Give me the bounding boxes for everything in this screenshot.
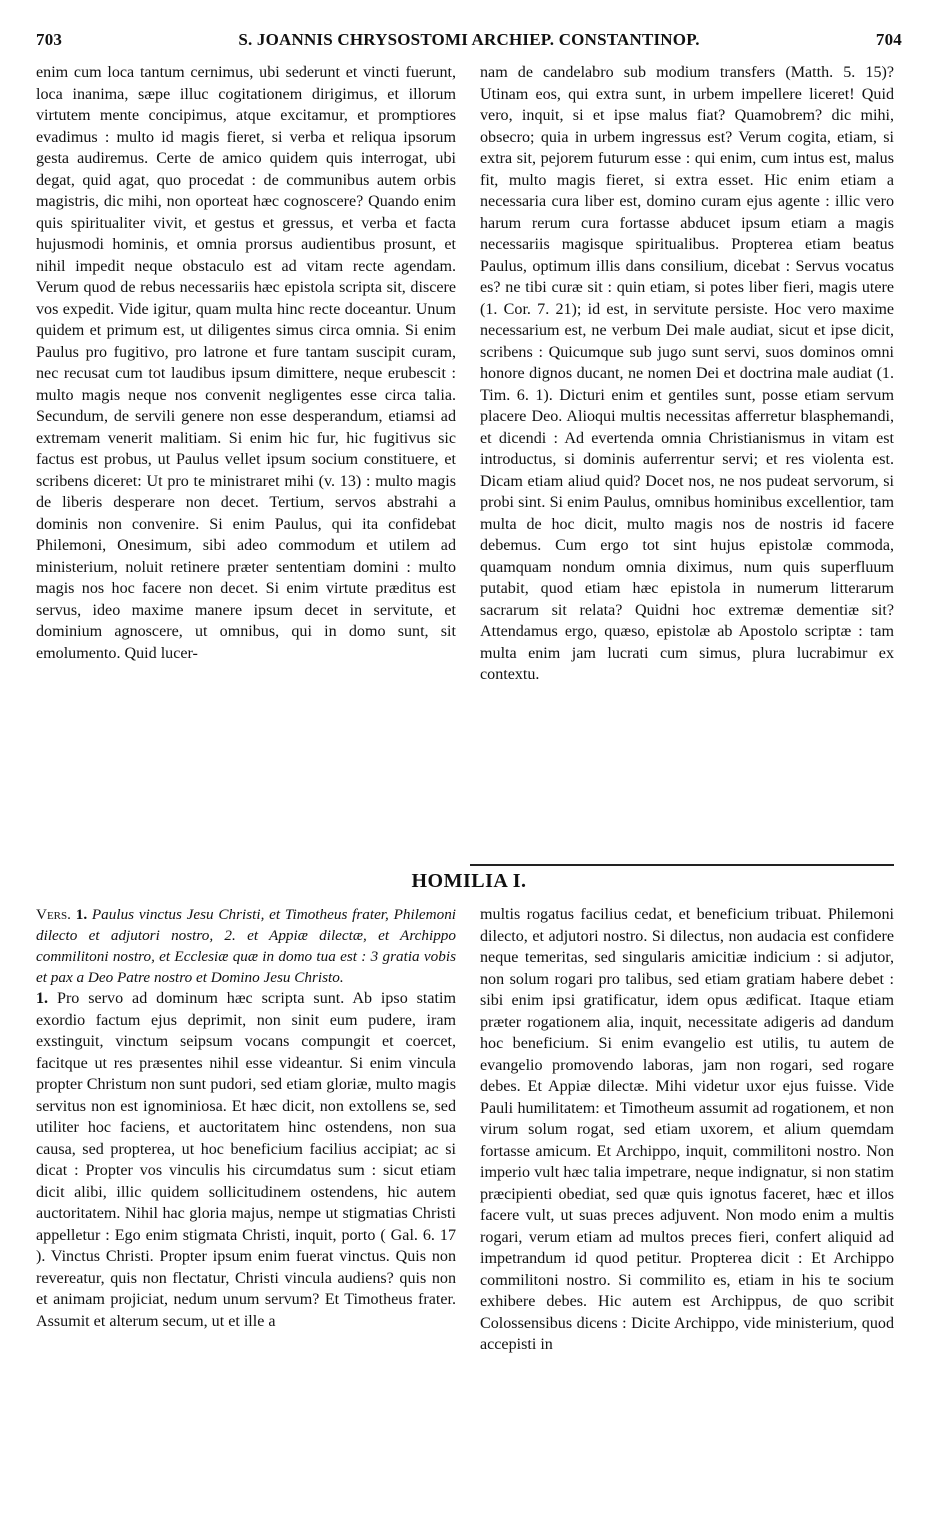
bottom-left-column [36,904,456,1332]
verse-text: Paulus vinctus Jesu Christi, et Timotheus frater, Philemoni dilecto et adjutori nostro, 2. et Appiæ dilectæ, et Archippo commilitoni nostro, et Ecclesiæ quæ in domo tua est : 3 gratia vobis et pax a Deo Patre nostro et Domino Jesu Christo. [36,906,457,986]
commentary-text: Pro servo ad dominum hæc scripta sunt. Ab ipso statim exordio factum ejus deprimit, non sinit eum pudere, iram exstinguit, vinctum seipsum vocans compungit et coercet, facitque ut res præsentes nihil esse videantur. Si enim vincula propter Christum non sunt pudori, sed etiam gloriæ, multo magis servitus non est ignominiosa. Et hæc dicit, non extollens se, sed utiliter hoc faciens, et auctoritatem hinc ostendens, non sua causa, sed propterea, ut hoc beneficium facilius accipiat; ac si dicat : Propter vos vinculis his circumdatus sum : sicut etiam dicit alibi, illic quidem sollicitudinem ostendens, hic autem auctoritatem. Nihil hac gloria majus, nempe ut stigmatias Christi appelletur : Ego enim stigmata Christi, inquit, porto ( Gal. 6. 17 ). Vinctus Christi. Propter ipsum enim fuerat vinctus. Quis non revereatur, quis non flectatur, Christi vincula audiens? quis non et animam projiciat, nedum unum servum? Et Timotheus frater. Assumit et alterum secum, ut et ille a [36,990,456,1330]
homily-heading: HOMILIA I. [411,870,527,892]
page-number-right: 704 [875,30,902,49]
body-paragraph: enim cum loca tantum cernimus, ubi sederunt et vincti fuerunt, loca inanima, sæpe illuc cogitationem dirigimus, et illorum virtutem mente concipimus, atque excitamur, et promptiores evadimus : multo id magis fieret, si verba et reliqua ipsorum gesta audiremus. Certe de amico quidem quis interrogat, ubi degat, quid agat, quo procedat : de communibus autem orbis magistris, dic mihi, non oporteat hæc cognoscere? Quando enim quis spiritualiter vivit, et gestus et gressus, et verba et facta hujusmodi hominis, et omnia prorsus audientibus prosunt, et nihil impedit neque obstaculo est ad vitam recte agendam. Verum quod de rebus necessariis hæc epistola scripta sit, discere vos expedit. Vide igitur, quam multa hinc recte doceantur. Unum quidem et primum est, ut diligentes simus circa omnia. Si enim Paulus pro fugitivo, pro latrone et fure tantam suscipit curam, nec recusat cum tot laudibus ipsum dimittere, neque erubescit : multo magis neque nos convenit negligentes esse circa talia. Secundum, de servili genere non esse desperandum, etiamsi ad extremam venerit malitiam. Si enim hic fur, hic fugitivus sic factus est probus, ut Paulus vellet ipsum socium constituere, et scribens diceret: Ut pro te ministraret mihi (v. 13) : multo magis de liberis desperare non decet. Tertium, servos abstrahi a dominis non convenire. Si enim Paulus, qui ita confidebat Philemoni, Onesimum, sibi adeo commodum et utilem ad ministerium, noluit retinere præter sententiam domini : multo magis nos hoc facere non decet. Si enim virtute præditus est servus, ideo maxime manere ipsum decet in servitute, et dominium agnoscere, ut omnibus, qui in domo sunt, sit emolumento. Quid lucer- [36,64,456,662]
body-paragraph: nam de candelabro sub modium transfers (Matth. 5. 15)? Utinam eos, qui extra sunt, in urbem impellere liceret! Quid vero, inquit, si et ipse malus fiat? Quamobrem? dic mihi, obsecro; quia in urbem ingressus est? Verum cogita, etiam, si extra sit, pejorem futurum esse : qui enim, cum intus est, malus fit, multo magis fieret, si extra esset. Hic enim etiam a necessaria cura liber est, domino curam ejus agente : illic vero harum rerum cura fortasse abducet ipsum etiam a magis necessariis magisque spiritualibus. Propterea etiam beatus Paulus, optimum illis dans consilium, dicebat : Servus vocatus es? ne tibi curæ sit : quin etiam, si potes liber fieri, magis utere (1. Cor. 7. 21); id est, in servitute persiste. Hoc vero maxime necessarium est, ne verbum Dei male audiat, sicut et ipse dicit, scribens : Quicumque sub jugo sunt servi, suos dominos omni honore dignos ducant, ne nomen Dei et doctrina male audiat (1. Tim. 6. 1). Dicturi enim et gentiles sunt, posse etiam servum placere Deo. Alioqui multis necessitas afferretur blasphemandi, et dicendi : Ad evertenda omnia Christianismus in vitam est introductus, si dominis auferrentur servi; et res violenta est. Dicam etiam aliud quid? Docet nos, ne nos pudeat servorum, si probi sint. Si enim Paulus, omnibus hominibus excellentior, tam multa de hoc dicit, multo magis nos de nostris id facere debemus. Cum ergo tot sint hujus epistolæ commoda, quamquam nondum omnia diximus, num quis superfluum putabit, quod etiam hæc epistola in numerum litterarum sacrarum sit relata? Quidni hoc extremæ dementiæ sit? Attendamus ergo, quæso, epistolæ ab Apostolo scriptæ : tam multa enim jam lucrati cum simus, plura lucrabimur ex contextu. [480,64,894,683]
bottom-right-column [480,904,894,1356]
section-divider [470,864,894,866]
commentary-paragraph [36,988,456,1332]
body-paragraph: multis rogatus facilius cedat, et beneficium tribuat. Philemoni dilecto, et adjutori nostro. Si dilectus, non audacia est confidere neque temeritas, sed singularis amicitiæ indicium : si adjutor, non solum rogari pro talibus, sed etiam gratiam habere debet : sibi enim ipsi gratificatur, idem opus ædificat. Itaque etiam præter rogationem alia, inquit, necessitate adigeris ad dandum hoc beneficium. Si enim evangelio est utilis, tu autem de evangelio promovendo laboras, jam non rogari, sed rogare debes. Et Appiæ dilectæ. Mihi videtur uxor ejus fuisse. Vide Pauli humilitatem: et Timotheum assumit ad rogationem, et non virum solum rogat, sed etiam uxorem, et alium quemdam fortasse amicum. Et Archippo, inquit, commilitoni nostro. Non imperio vult hæc talia impetrare, neque indignatur, si non statim præcipienti obediat, sed quæ quis ignotus faceret, hæc et illos facere vult, ut suas preces adjuvent. Non modo enim a multis rogari, verum etiam ad multos preces fieri, confert aliquid ad impetrandum id quod petitur. Propterea dicit : Et Archippo commilitoni nostro. Si commilito es, etiam in his te socium exhibere debes. Hic autem est Archippus, de quo scribit Colossensibus dicens : Dicite Archippo, vide ministerium, quod accepisti in [480,906,894,1353]
running-title: S. JOANNIS CHRYSOSTOMI ARCHIEP. CONSTANTINOP. [238,30,700,49]
section-number: 1. [36,990,49,1007]
page-number-left: 703 [36,30,63,49]
verse-block [36,904,456,988]
top-right-column [480,62,894,686]
top-left-column [36,62,456,664]
running-header [36,30,902,54]
verse-label: Vers. [36,906,71,923]
verse-number: 1. [75,906,88,923]
